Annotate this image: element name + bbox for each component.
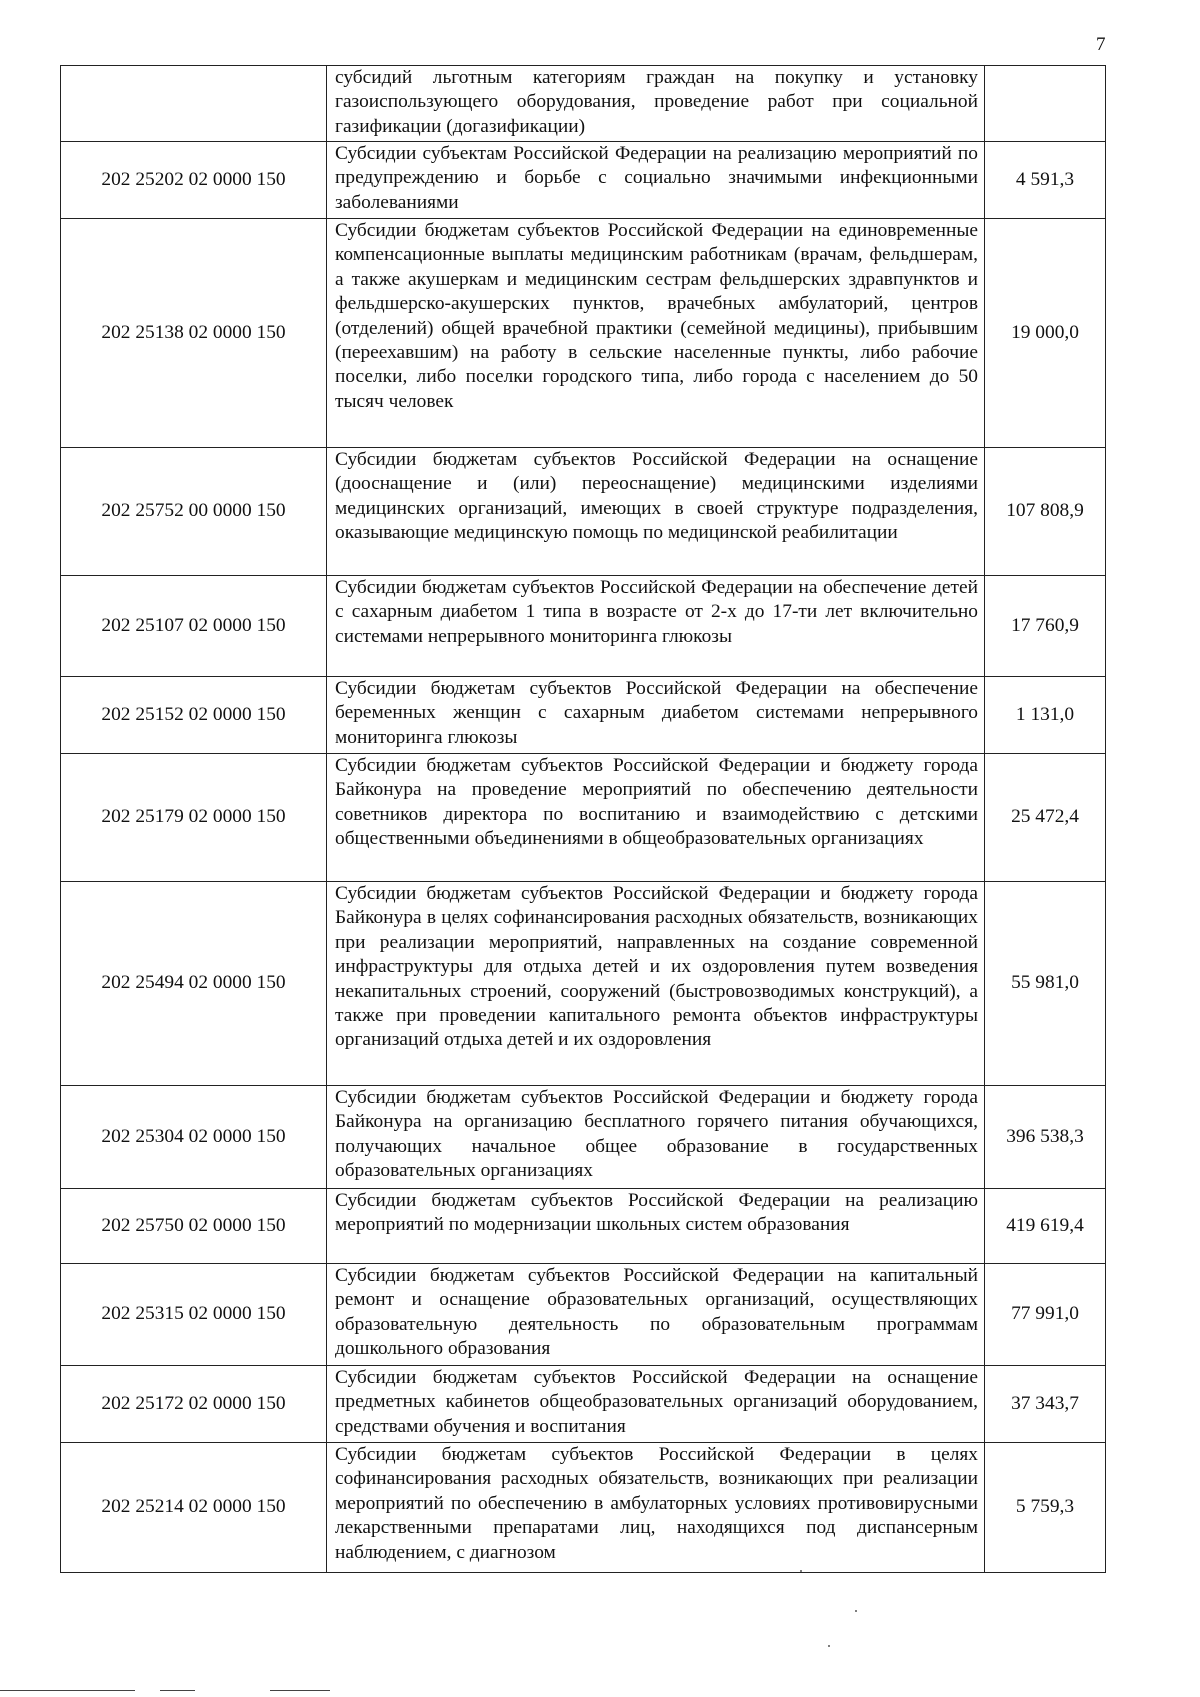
table-row <box>61 677 1106 754</box>
amount-cell: 107 808,9 <box>985 448 1106 576</box>
description-cell: Субсидии бюджетам субъектов Российской Федерации на реализацию мероприятий по модернизации школьных систем образования <box>327 1189 985 1264</box>
amount-cell: 5 759,3 <box>985 1443 1106 1573</box>
budget-code-cell: 202 25304 02 0000 150 <box>61 1086 327 1189</box>
description-cell: Субсидии субъектам Российской Федерации на реализацию мероприятий по предупреждению и борьбе с социально значимыми инфекционными заболеваниями <box>327 142 985 219</box>
budget-table <box>60 65 1106 1573</box>
table-row <box>61 1086 1106 1189</box>
scan-artifact-dot <box>855 1610 857 1612</box>
amount-cell: 37 343,7 <box>985 1366 1106 1443</box>
amount-cell: 55 981,0 <box>985 882 1106 1086</box>
budget-code-cell: 202 25138 02 0000 150 <box>61 219 327 448</box>
scan-artifact-dot <box>828 1645 830 1647</box>
budget-code-cell: 202 25202 02 0000 150 <box>61 142 327 219</box>
amount-cell: 396 538,3 <box>985 1086 1106 1189</box>
budget-code-cell: 202 25179 02 0000 150 <box>61 754 327 882</box>
budget-code-cell: 202 25172 02 0000 150 <box>61 1366 327 1443</box>
budget-code-cell: 202 25750 02 0000 150 <box>61 1189 327 1264</box>
table-row <box>61 576 1106 677</box>
amount-cell: 4 591,3 <box>985 142 1106 219</box>
amount-cell: 17 760,9 <box>985 576 1106 677</box>
description-cell: Субсидии бюджетам субъектов Российской Федерации на обеспечение детей с сахарным диабетом 1 типа в возрасте от 2-х до 17-ти лет включительно системами непрерывного мониторинга глюкозы <box>327 576 985 677</box>
table-row <box>61 1366 1106 1443</box>
budget-code-cell <box>61 66 327 142</box>
table-row <box>61 882 1106 1086</box>
scan-artifact-dot <box>800 1570 802 1572</box>
table-row <box>61 1189 1106 1264</box>
description-cell: Субсидии бюджетам субъектов Российской Федерации на оснащение предметных кабинетов общеобразовательных организаций оборудованием, средствами обучения и воспитания <box>327 1366 985 1443</box>
table-row <box>61 448 1106 576</box>
budget-code-cell: 202 25752 00 0000 150 <box>61 448 327 576</box>
scan-artifact-line <box>0 1690 135 1691</box>
description-cell: Субсидии бюджетам субъектов Российской Федерации и бюджету города Байконура на проведение мероприятий по обеспечению деятельности советников директора по воспитанию и взаимодействию с детскими общественными объединениями в общеобразовательных организациях <box>327 754 985 882</box>
amount-cell: 1 131,0 <box>985 677 1106 754</box>
amount-cell <box>985 66 1106 142</box>
scan-artifact-line <box>270 1690 330 1691</box>
table-row <box>61 66 1106 142</box>
budget-code-cell: 202 25214 02 0000 150 <box>61 1443 327 1573</box>
description-cell: Субсидии бюджетам субъектов Российской Федерации на капитальный ремонт и оснащение образовательных организаций, осуществляющих образовательную деятельность по образовательным программам дошкольного образования <box>327 1264 985 1366</box>
table-row <box>61 1443 1106 1573</box>
page-number: 7 <box>1096 34 1106 55</box>
amount-cell: 19 000,0 <box>985 219 1106 448</box>
budget-code-cell: 202 25494 02 0000 150 <box>61 882 327 1086</box>
description-cell: Субсидии бюджетам субъектов Российской Федерации и бюджету города Байконура в целях софинансирования расходных обязательств, возникающих при реализации мероприятий, направленных на создание современной инфраструктуры для отдыха детей и их оздоровления путем возведения некапитальных строений, сооружений (быстровозводимых конструкций), а также при проведении капитального ремонта объектов инфраструктуры организаций отдыха детей и их оздоровления <box>327 882 985 1086</box>
table-row <box>61 142 1106 219</box>
description-cell: Субсидии бюджетам субъектов Российской Федерации на оснащение (дооснащение и (или) переоснащение) медицинскими изделиями медицинских организаций, имеющих в своей структуре подразделения, оказывающие медицинскую помощь по медицинской реабилитации <box>327 448 985 576</box>
description-cell: Субсидии бюджетам субъектов Российской Федерации в целях софинансирования расходных обязательств, возникающих при реализации мероприятий по обеспечению в амбулаторных условиях противовирусными лекарственными препаратами лиц, находящихся под диспансерным наблюдением, с диагнозом <box>327 1443 985 1573</box>
scan-artifact-line <box>160 1690 195 1691</box>
budget-code-cell: 202 25315 02 0000 150 <box>61 1264 327 1366</box>
table-row <box>61 1264 1106 1366</box>
amount-cell: 25 472,4 <box>985 754 1106 882</box>
description-cell: Субсидии бюджетам субъектов Российской Федерации и бюджету города Байконура на организацию бесплатного горячего питания обучающихся, получающих начальное общее образование в государственных образовательных организациях <box>327 1086 985 1189</box>
table-row <box>61 754 1106 882</box>
budget-code-cell: 202 25107 02 0000 150 <box>61 576 327 677</box>
budget-code-cell: 202 25152 02 0000 150 <box>61 677 327 754</box>
amount-cell: 419 619,4 <box>985 1189 1106 1264</box>
amount-cell: 77 991,0 <box>985 1264 1106 1366</box>
table-row <box>61 219 1106 448</box>
description-cell: Субсидии бюджетам субъектов Российской Федерации на единовременные компенсационные выплаты медицинским работникам (врачам, фельдшерам, а также акушеркам и медицинским сестрам фельдшерских здравпунктов и фельдшерско-акушерских пунктов, врачебных амбулаторий, центров (отделений) общей врачебной практики (семейной медицины), прибывшим (переехавшим) на работу в сельские населенные пункты, либо рабочие поселки, либо поселки городского типа, либо города с населением до 50 тысяч человек <box>327 219 985 448</box>
description-cell: Субсидии бюджетам субъектов Российской Федерации на обеспечение беременных женщин с сахарным диабетом системами непрерывного мониторинга глюкозы <box>327 677 985 754</box>
description-cell: субсидий льготным категориям граждан на покупку и установку газоиспользующего оборудования, проведение работ при социальной газификации (догазификации) <box>327 66 985 142</box>
